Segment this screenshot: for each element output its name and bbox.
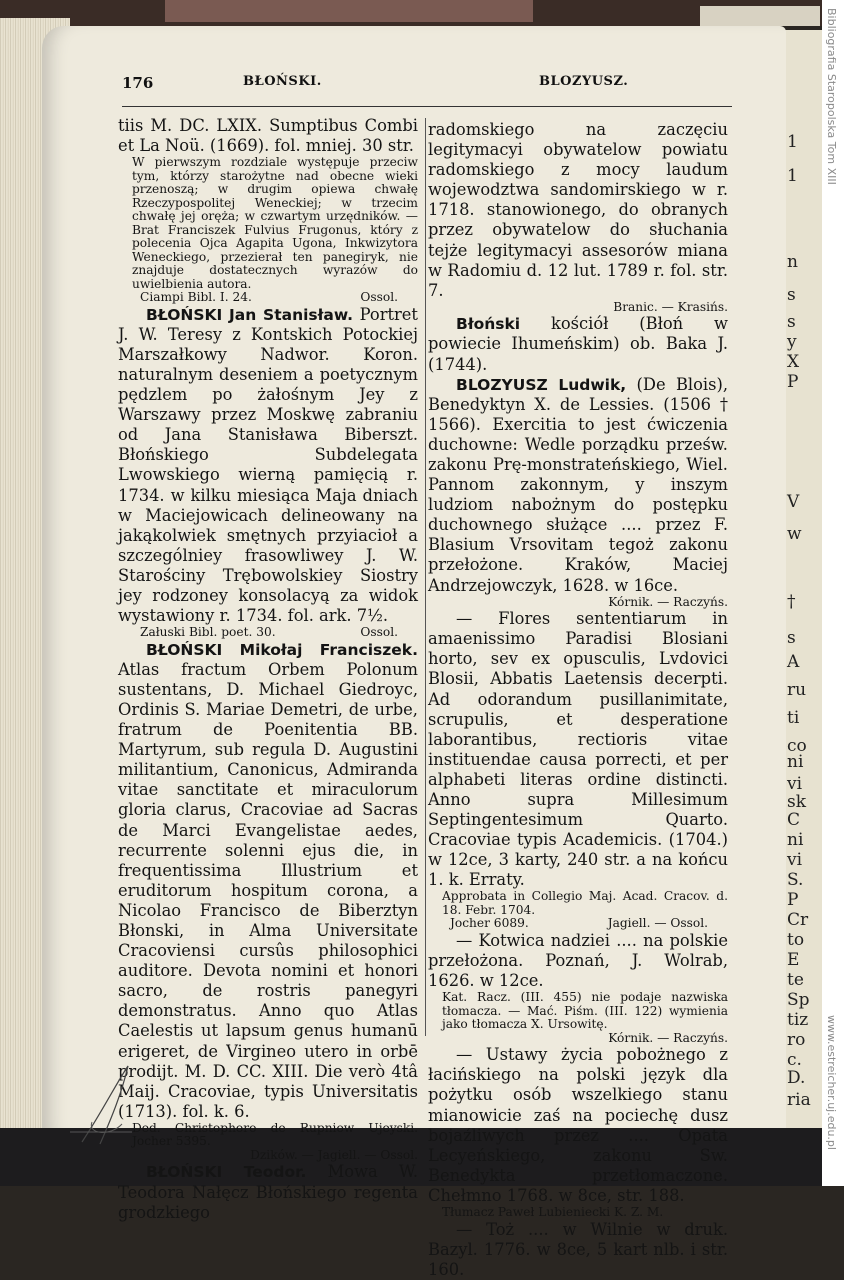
edge-fragment: to [787, 930, 805, 950]
edge-fragment: te [787, 970, 804, 990]
citation-row [428, 917, 728, 931]
left-column [118, 116, 418, 1223]
body-paragraph: — Toż .... w Wilnie w druk. Bazyl. 1776. w 8ce, 5 kart nlb. i str. 160. [428, 1219, 728, 1279]
edge-fragment: vi [787, 774, 803, 794]
running-header-left: BŁOŃSKI. [243, 74, 322, 89]
edge-fragment: y [787, 332, 797, 352]
bibliography-entry [118, 1162, 418, 1222]
entry-headword: BŁOŃSKI Mikołaj Franciszek. [146, 640, 418, 659]
edge-fragment: c. [787, 1050, 802, 1070]
edge-fragment: Cr [787, 910, 809, 930]
right-column [428, 120, 728, 1280]
edge-fragment: vi [787, 850, 803, 870]
note-paragraph: Approbata in Collegio Maj. Acad. Cracov. d. 18. Febr. 1704. [442, 889, 728, 917]
library-locations: Branic. — Krasińs. [613, 299, 728, 314]
page-number: 176 [122, 74, 154, 92]
edge-fragment: 1 [787, 132, 798, 152]
edge-fragment: P [787, 372, 799, 392]
entry-headword: BŁOŃSKI Teodor. [146, 1163, 307, 1182]
citation-row [118, 291, 418, 305]
edge-fragment: sk [787, 792, 807, 812]
entry-headword: Błoński [456, 315, 521, 334]
edge-fragment: s [787, 628, 796, 648]
body-paragraph: — Ustawy życia pobożnego z łacińskiego na polski język dla pożytku osób wszelkiego stanu mianowicie zaś na pociechę dusz bojaźliwych przez .... Opata Lecyeńskiego, zakonu Sw. Benedykta przetłomaczone. Chełmno 1768. w 8ce, str. 188. [428, 1045, 728, 1205]
citation-row [118, 626, 418, 640]
body-paragraph: tiis M. DC. LXIX. Sumptibus Combi et La Noü. (1669). fol. mniej. 30 str. [118, 116, 418, 156]
edge-fragment: s [787, 285, 796, 305]
edge-fragment: ni [787, 752, 804, 772]
collection-label: Bibliografia Staropolska Tom XIII [825, 8, 838, 185]
signature-mark [62, 1062, 152, 1152]
body-paragraph: — Kotwica nadziei .... na polskie przełożona. Poznań, J. Wolrab, 1626. w 12ce. [428, 930, 728, 991]
bookmark-ribbon [165, 0, 533, 22]
bibliography-entry [118, 640, 418, 1122]
edge-fragment: ro [787, 1030, 806, 1050]
column-divider [425, 118, 426, 1036]
edge-fragment: ru [787, 680, 807, 700]
entry-headword: BŁOŃSKI Jan Stanisław. [146, 305, 354, 324]
library-locations: Kórnik. — Raczyńs. [608, 1030, 728, 1045]
entry-text: kościół (Błoń w powiecie Ihumeńskim) ob. Baka J. (1744). [428, 314, 728, 374]
edge-fragment: n [787, 252, 798, 272]
edge-fragment: ni [787, 830, 804, 850]
edge-fragment: Sp [787, 990, 810, 1010]
edge-fragment: w [787, 524, 802, 544]
body-paragraph: — Flores sententiarum in amaenissimo Paradisi Blosiani horto, sev ex opusculis, Lvdovici Blosii, Abbatis Laetensis decerpti. Ad odorandum pusillanimitate, scrupulis, et desperatione laborantibus, rectioris vitae instituendae causa porrecti, et per alphabeti literas ordine distincti. Anno supra Millesimum Septingentesimum Quarto. Cracoviae typis Academicis. (1704.) w 12ce, 3 karty, 240 str. a na końcu 1. k. Erraty. [428, 609, 728, 890]
header-rule [122, 106, 732, 107]
edge-fragment: X [787, 352, 800, 372]
citation-location: Jagiell. — Ossol. [607, 916, 708, 931]
edge-fragment: P [787, 890, 799, 910]
top-book-edge [0, 0, 844, 26]
edge-fragment: 1 [787, 166, 798, 186]
bibliography-entry [118, 305, 418, 627]
running-header-right: BLOZYUSZ. [539, 74, 629, 89]
entry-headword: BLOZYUSZ Ludwik, [456, 375, 627, 394]
citation-location: Ossol. [360, 290, 398, 305]
library-locations: Kórnik. — Raczyńs. [608, 594, 728, 609]
note-paragraph: Kat. Racz. (III. 455) nie podaje nazwiska tłomacza. — Mać. Piśm. (III. 122) wymienia jako tłomacza X. Ursowitę. [442, 990, 728, 1032]
note-paragraph: W pierwszym rozdziale występuje przeciw tym, którzy starożytne nad obecne wieki przenoszą; w drugim opiewa chwałę Rzeczypospolitej Weneckiej; w trzecim chwałę jej oręża; w czwartym urzędników. — Brat Franciszek Fulvius Frugonus, który z polecenia Ojca Agapita Ugona, Inkwizytora Weneckiego, przezierał ten panegiryk, nie znajduje dostatecznych wyrazów do uwielbienia autora. [132, 155, 418, 291]
entry-text: Portret J. W. Teresy z Kontskich Potockiej Marszałkowy Nadwor. Koron. naturalnym deseniem a poetycznym pędzlem po żałośnym Jey z Warszawy przez Moskwę zabraniu od Jana Stanisława Biberszt. Błońskiego Subdelegata Lwowskiego wierną pamięcią r. 1734. w kilku miesiąca Maja dniach w Maciejowicach delineowany na jakąkolwiek smętnych przyiacioł a szczególniey frasowliwey J. W. Starościny Trębowolskiey Siostry jey rodzoney konsolacyą za widok wystawiony r. 1734. fol. ark. 7½. [118, 304, 418, 626]
edge-fragment: † [787, 592, 796, 612]
watermark-strip [822, 0, 844, 1186]
body-paragraph: radomskiego na zaczęciu legitymacyi obywatelow powiatu radomskiego z mocy laudum wojewodztwa sandomirskiego w r. 1718. stanowionego, do obranych przez obywatelow do słuchania tejże legitymacyi assesorów miana w Radomiu d. 12 lut. 1789 r. fol. str. 7. [428, 120, 728, 300]
entry-text: Atlas fractum Orbem Polonum sustentans, D. Michael Giedroyc, Ordinis S. Mariae Demetri, de urbe, fratrum de Poenitentia BB. Martyrum, sub regula D. Augustini militantium, Canonicus, Admiranda vitae sanctitate et miraculorum gloria clarus, Cracoviae ad Sacras de Marci Evangelistae aedes, recurrente solenni ejus die, in frequentissima Illustrium et eruditorum hospitum corona, a Nicolao Francisco de Biberztyn Błonski, in Alma Universitate Cracoviensi cursûs philosophici auditore. Devota nomini et honori sacro, de rostris panegyri demonstratus. Anno quo Atlas Caelestis ut lapsum genus humanū erigeret, de Virgineo utero in orbē prodijt. M. D. CC. XIII. Die verò 4tâ Maij. Cracoviae, typis Universitatis (1713). fol. k. 6. [118, 659, 418, 1121]
edge-fragment: C [787, 810, 801, 830]
edge-fragment: co [787, 736, 807, 756]
edge-fragment: E [787, 950, 800, 970]
edge-fragment: S. [787, 870, 804, 890]
edge-fragment: tiz [787, 1010, 809, 1030]
citation-location: Ossol. [360, 625, 398, 640]
edge-fragment: ria [787, 1090, 811, 1110]
library-locations: Dzików. — Jagiell. — Ossol. [250, 1147, 418, 1162]
edge-fragment: ti [787, 708, 800, 728]
edge-fragment: s [787, 312, 796, 332]
edge-fragment: A [787, 652, 800, 672]
bibliography-entry [428, 314, 728, 374]
website-label: www.estreicher.uj.edu.pl [825, 1015, 838, 1150]
citation-source: Ciampi Bibl. I. 24. [140, 290, 252, 305]
edge-fragment: V [787, 492, 800, 512]
edge-fragment: D. [787, 1068, 806, 1088]
citation-source: Jocher 6089. [450, 916, 529, 931]
note-paragraph: Ded. Christophoro de Rupniow Ujeyski. Jocher 5395. [132, 1120, 418, 1149]
entry-text: Mowa W. Teodora Nałęcz Błońskiego regenta grodzkiego [118, 1162, 418, 1222]
citation-source: Załuski Bibl. poet. 30. [140, 625, 276, 640]
bibliography-entry [428, 375, 728, 596]
binding-band [700, 6, 820, 26]
entry-text: (De Blois), Benedyktyn X. de Lessies. (1506 † 1566). Exercitia to jest ćwiczenia duchowne: Wedle porządku prześw. zakonu Prę-monstrateńskiego, Wiel. Pannom zakonnym, y inszym ludziom nabożnym do postępku duchownego służące .... przez F. Blasium Vrsovitam tegoż zakonu przełożone. Kraków, Maciej Andrzejowczyk, 1628. w 16ce. [428, 374, 729, 595]
note-paragraph: Tłumacz Paweł Lubieniecki K. Z. M. [442, 1205, 664, 1219]
